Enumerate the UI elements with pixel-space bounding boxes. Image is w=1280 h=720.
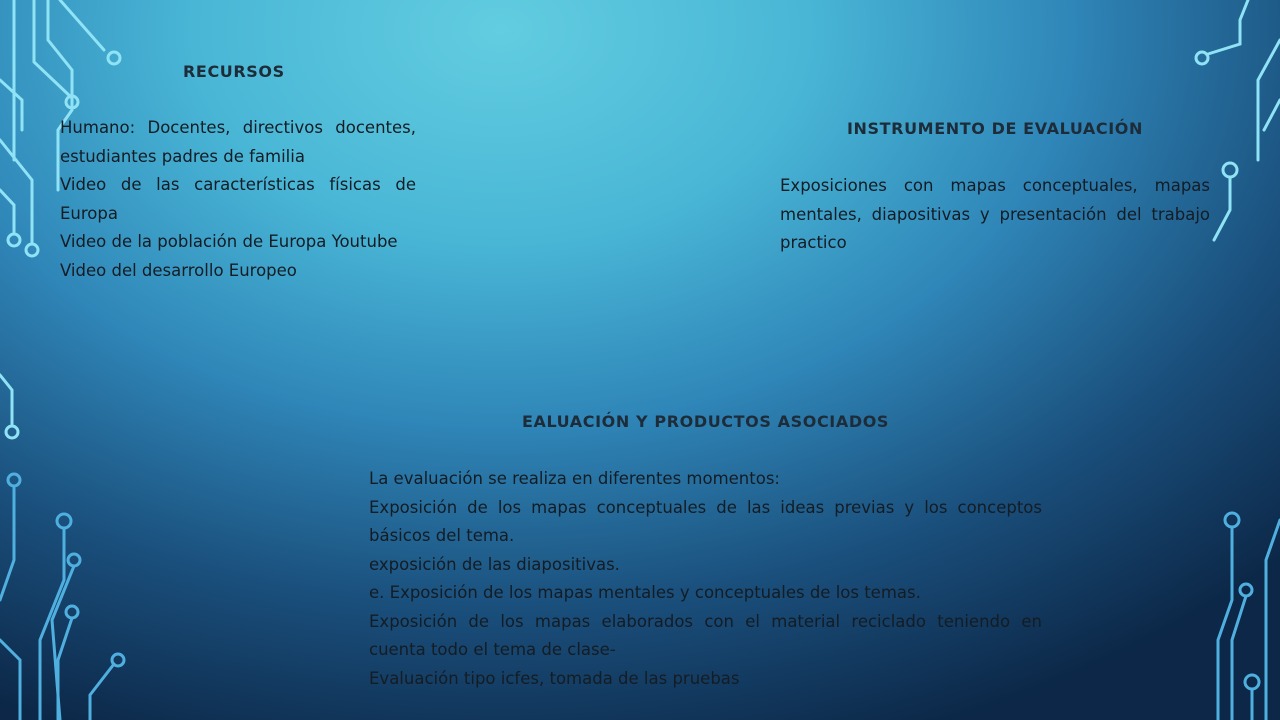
recursos-item: Video del desarrollo Europeo (60, 260, 297, 280)
evaluacion-item: Evaluación tipo icfes, tomada de las pruebas (369, 668, 740, 688)
instrumento-title: INSTRUMENTO DE EVALUACIÓN (846, 119, 1143, 138)
evaluacion-item: Exposición de los mapas elaborados con el material reciclado teniendo en cuenta todo el tema de clase- (369, 611, 1042, 659)
evaluacion-item: La evaluación se realiza en diferentes momentos: (369, 469, 780, 488)
recursos-item: Video de las características físicas de Europa (60, 175, 416, 223)
recursos-title: RECURSOS (183, 62, 285, 81)
evaluacion-list (369, 465, 1042, 693)
instrumento-text: Exposiciones con mapas conceptuales, mapas mentales, diapositivas y presentación del trabajo practico (780, 176, 1210, 252)
evaluacion-item: exposición de las diapositivas. (369, 554, 620, 574)
recursos-item: Video de la población de Europa Youtube (60, 232, 398, 251)
recursos-list (60, 114, 416, 285)
instrumento-body (780, 172, 1210, 258)
recursos-item: Humano: Docentes, directivos docentes, estudiantes padres de familia (60, 118, 416, 166)
circuit-lines-mid-left (0, 375, 18, 438)
evaluacion-item: Exposición de los mapas conceptuales de las ideas previas y los conceptos básicos del tema. (369, 497, 1042, 545)
circuit-lines-bottom-right (1218, 513, 1280, 720)
circuit-lines-bottom-left (0, 474, 124, 720)
evaluacion-item: e. Exposición de los mapas mentales y conceptuales de los temas. (369, 583, 921, 602)
evaluacion-title: EALUACIÓN Y PRODUCTOS ASOCIADOS (521, 412, 890, 431)
